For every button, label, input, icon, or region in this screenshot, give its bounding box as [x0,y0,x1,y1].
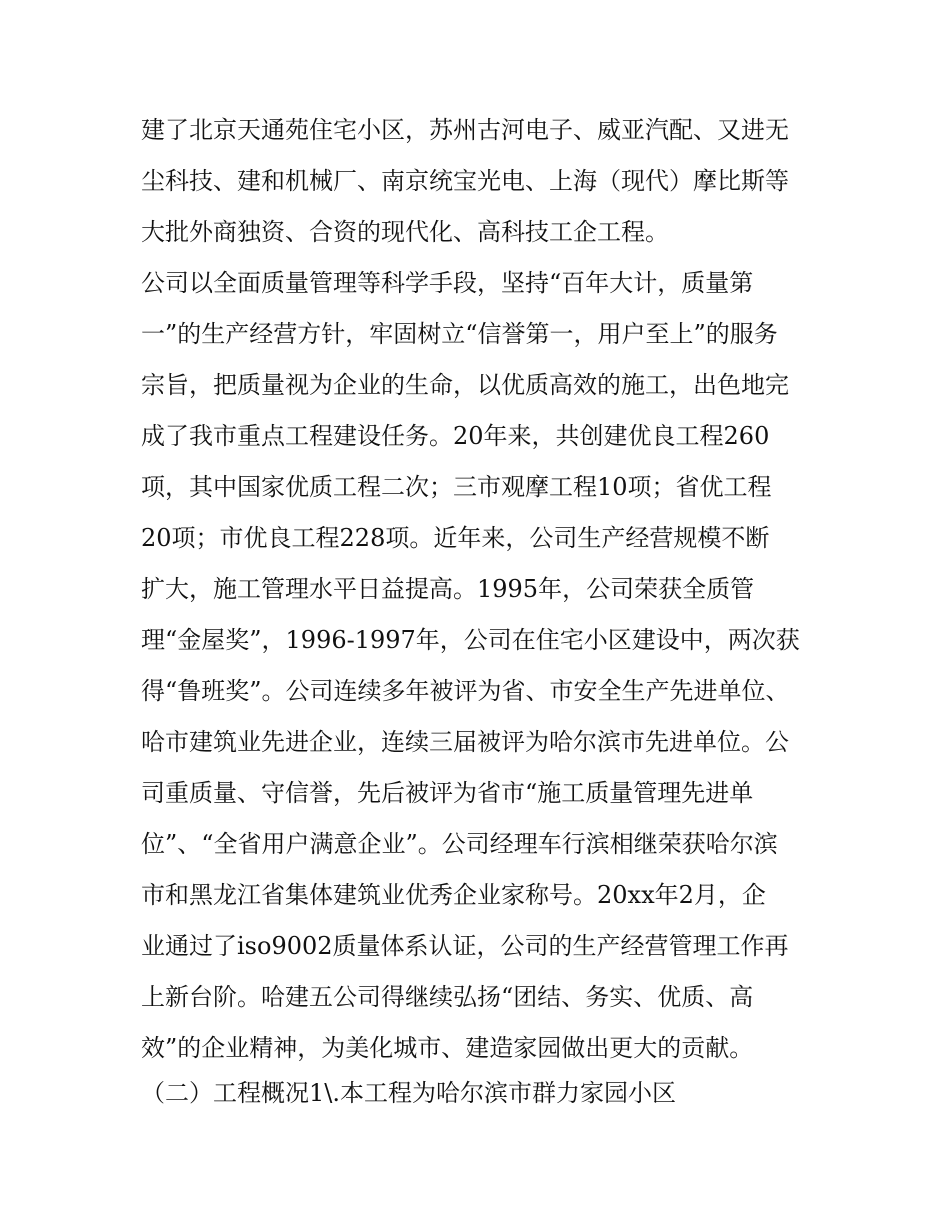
text-line: 成了我市重点工程建设任务。20年来，共创建优良工程260 [141,422,770,450]
text-line: 扩大，施工管理水平日益提高。1995年，公司荣获全质管 [141,575,755,603]
text-line: 大批外商独资、合资的现代化、高科技工企工程。 [141,218,669,246]
text-line: 一”的生产经营方针，牢固树立“信誉第一，用户至上”的服务 [141,320,778,348]
text-line: 20项；市优良工程228项。近年来，公司生产经营规模不断 [141,524,770,552]
text-line: 市和黑龙江省集体建筑业优秀企业家称号。20xx年2月，企 [141,881,766,909]
text-line: 宗旨，把质量视为企业的生命，以优质高效的施工，出色地完 [141,371,789,399]
text-line: 尘科技、建和机械厂、南京统宝光电、上海（现代）摩比斯等 [141,167,789,195]
text-line: 理“金屋奖”，1996-1997年，公司在住宅小区建设中，两次获 [141,626,800,654]
text-line: 项，其中国家优质工程二次；三市观摩工程10项；省优工程 [141,473,772,501]
text-line: 上新台阶。哈建五公司得继续弘扬“团结、务实、优质、高 [141,983,754,1011]
text-line: 公司以全面质量管理等科学手段，坚持“百年大计，质量第 [141,269,754,297]
text-line: 位”、“全省用户满意企业”。公司经理车行滨相继荣获哈尔滨 [141,830,778,858]
text-line: 业通过了iso9002质量体系认证，公司的生产经营管理工作再 [141,932,789,960]
text-line: 得“鲁班奖”。公司连续多年被评为省、市安全生产先进单位、 [141,677,790,705]
text-line: 司重质量、守信誉，先后被评为省市“施工质量管理先进单 [141,779,754,807]
text-line: 哈市建筑业先进企业，连续三届被评为哈尔滨市先进单位。公 [141,728,789,756]
text-line: 建了北京天通苑住宅小区，苏州古河电子、威亚汽配、又进无 [141,116,789,144]
section-heading-line: （二）工程概况1\.本工程为哈尔滨市群力家园小区 [141,1079,676,1107]
text-line: 效”的企业精神，为美化城市、建造家园做出更大的贡献。 [141,1034,754,1062]
